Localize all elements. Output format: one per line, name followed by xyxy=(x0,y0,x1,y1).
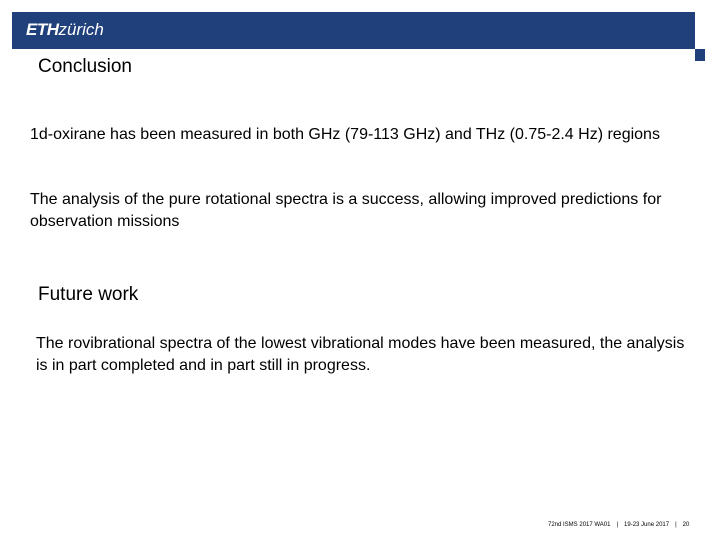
footer-event: 72nd ISMS 2017 WA01 xyxy=(548,522,611,528)
future-work-title: Future work xyxy=(38,284,139,305)
footer-date: 19-23 June 2017 xyxy=(624,522,670,528)
future-work-paragraph: The rovibrational spectra of the lowest vibrational modes have been measured, the analysis is in part completed and in part still in progress. xyxy=(36,335,685,374)
header-bar xyxy=(12,12,695,49)
footer-separator-1: | xyxy=(616,522,619,528)
slide-title: Conclusion xyxy=(38,56,132,77)
title-tab-edge xyxy=(695,49,705,61)
footer-page-number: 20 xyxy=(682,522,690,528)
conclusion-paragraph-2: The analysis of the pure rotational spectra is a success, allowing improved predictions for observation missions xyxy=(30,191,662,230)
logo-eth-text: ETH xyxy=(26,20,59,39)
conclusion-paragraph-1: 1d-oxirane has been measured in both GHz (79-113 GHz) and THz (0.75-2.4 Hz) regions xyxy=(30,126,660,143)
eth-zurich-logo xyxy=(26,19,104,41)
logo-zurich-text: zürich xyxy=(58,20,104,39)
footer-separator-2: | xyxy=(675,522,677,528)
